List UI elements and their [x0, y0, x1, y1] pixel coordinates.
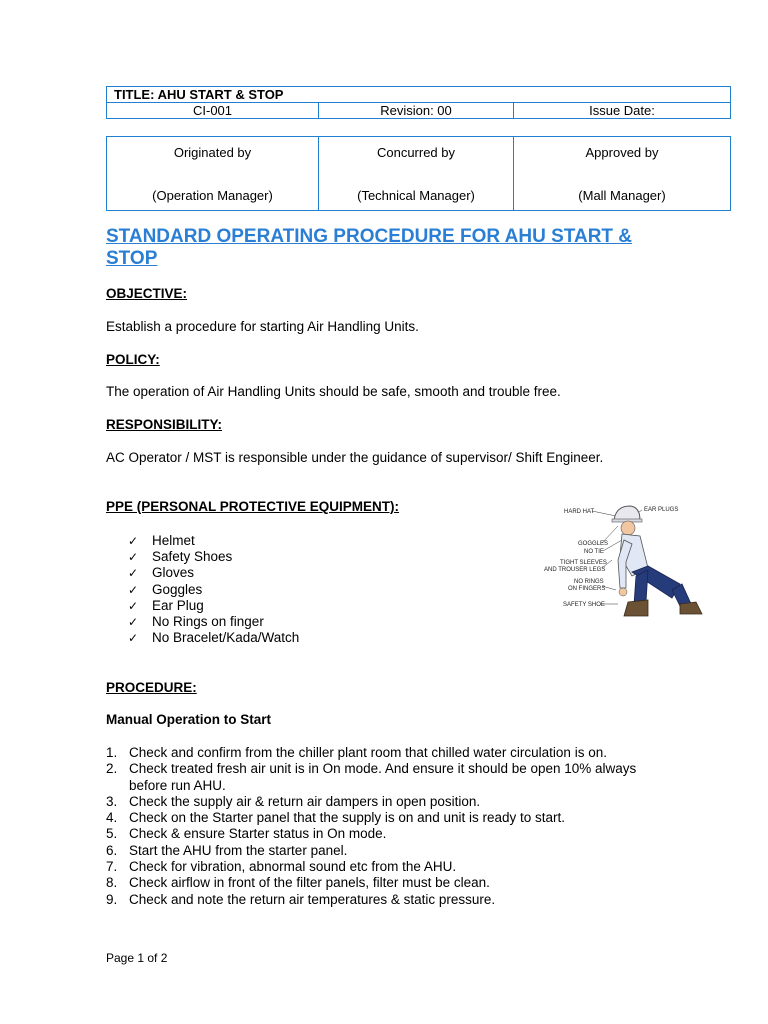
list-item — [106, 794, 666, 810]
list-item — [106, 892, 666, 908]
step-text: Check and note the return air temperatures & static pressure. — [129, 891, 496, 907]
header-table — [106, 86, 731, 119]
step-text: Check & ensure Starter status in On mode. — [129, 826, 387, 842]
step-text: Check treated fresh air unit is in On mode. And ensure it should be open 10% always before run AHU. — [129, 761, 637, 793]
figure-label: AND TROUSER LEGS — [544, 567, 606, 573]
responsibility-text: AC Operator / MST is responsible under the guidance of supervisor/ Shift Engineer. — [106, 450, 604, 465]
doc-number: CI-001 — [107, 103, 319, 119]
issue-date: Issue Date: — [514, 103, 731, 119]
ppe-item: Goggles — [152, 581, 203, 597]
signoff-approved — [514, 137, 731, 211]
check-icon: ✓ — [128, 598, 139, 613]
list-item — [106, 810, 666, 826]
step-number: 5. — [106, 826, 118, 842]
step-number: 9. — [106, 891, 118, 907]
doc-title: TITLE: AHU START & STOP — [107, 87, 731, 103]
objective-text: Establish a procedure for starting Air Handling Units. — [106, 319, 419, 334]
list-item — [128, 598, 299, 614]
procedure-subheading: Manual Operation to Start — [106, 712, 272, 727]
ppe-label: PPE (PERSONAL PROTECTIVE EQUIPMENT): — [106, 499, 400, 514]
step-number: 1. — [106, 745, 118, 760]
signoff-who: (Operation Manager) — [152, 188, 273, 203]
step-number: 4. — [106, 810, 118, 826]
signoff-who: (Mall Manager) — [578, 188, 666, 203]
list-item — [128, 582, 299, 598]
figure-label: TIGHT SLEEVES — [560, 560, 607, 566]
step-number: 2. — [106, 761, 118, 777]
revision: Revision: 00 — [319, 103, 514, 119]
objective-label: OBJECTIVE: — [106, 286, 188, 301]
step-text: Check and confirm from the chiller plant room that chilled water circulation is on. — [129, 745, 607, 760]
step-text: Check on the Starter panel that the supply is on and unit is ready to start. — [129, 810, 566, 826]
check-icon: ✓ — [128, 615, 139, 630]
step-number: 8. — [106, 875, 118, 891]
list-item — [128, 549, 299, 565]
ppe-item: Helmet — [152, 533, 195, 548]
ppe-item: Safety Shoes — [152, 549, 233, 565]
check-icon: ✓ — [128, 631, 139, 646]
list-item — [106, 745, 666, 761]
figure-label: ON FINGERS — [568, 586, 606, 592]
list-item — [128, 565, 299, 581]
figure-label: EAR PLUGS — [644, 507, 679, 513]
list-item — [106, 826, 666, 842]
safety-shoe-icon — [680, 602, 702, 614]
step-number: 7. — [106, 859, 118, 875]
signoff-role: Approved by — [585, 145, 659, 160]
signoff-role: Originated by — [173, 145, 252, 160]
check-icon: ✓ — [128, 566, 139, 581]
signoff-concurred — [319, 137, 514, 211]
step-number: 6. — [106, 842, 118, 858]
figure-label: NO TIE — [584, 549, 604, 555]
signoff-role: Concurred by — [376, 145, 456, 160]
figure-label: HARD HAT — [564, 509, 595, 515]
step-text: Check airflow in front of the filter panels, filter must be clean. — [129, 875, 490, 891]
responsibility-label: RESPONSIBILITY: — [106, 417, 223, 432]
list-item — [106, 859, 666, 875]
list-item — [128, 533, 299, 549]
ppe-list — [128, 533, 299, 646]
step-text: Start the AHU from the starter panel. — [129, 842, 348, 858]
signoff-originated — [107, 137, 319, 211]
procedure-steps — [106, 745, 666, 908]
step-text: Check the supply air & return air dampers in open position. — [129, 793, 481, 809]
ppe-item: Ear Plug — [152, 597, 204, 613]
figure-label: SAFETY SHOE — [563, 602, 605, 608]
check-icon: ✓ — [128, 534, 139, 548]
policy-text: The operation of Air Handling Units should be safe, smooth and trouble free. — [106, 384, 561, 399]
policy-label: POLICY: — [106, 352, 160, 367]
page-footer: Page 1 of 2 — [106, 951, 168, 965]
ppe-item: Gloves — [152, 565, 195, 581]
list-item — [128, 614, 299, 630]
step-text: Check for vibration, abnormal sound etc from the AHU. — [129, 859, 457, 875]
step-number: 3. — [106, 793, 118, 809]
check-icon: ✓ — [128, 550, 139, 565]
figure-label: GOGGLES — [578, 541, 609, 547]
list-item — [106, 843, 666, 859]
signoff-who: (Technical Manager) — [357, 188, 475, 203]
ppe-item: No Bracelet/Kada/Watch — [152, 630, 300, 646]
figure-label: NO RINGS — [574, 579, 604, 585]
ppe-worker-illustration — [540, 498, 720, 626]
sop-heading: STANDARD OPERATING PROCEDURE FOR AHU START & STOP — [106, 226, 633, 269]
ppe-item: No Rings on finger — [152, 614, 264, 630]
list-item — [106, 761, 666, 794]
procedure-label: PROCEDURE: — [106, 680, 197, 695]
hard-hat-icon — [614, 506, 640, 520]
check-icon: ✓ — [128, 582, 139, 597]
list-item — [128, 630, 299, 646]
signoff-table — [106, 136, 731, 211]
list-item — [106, 875, 666, 891]
